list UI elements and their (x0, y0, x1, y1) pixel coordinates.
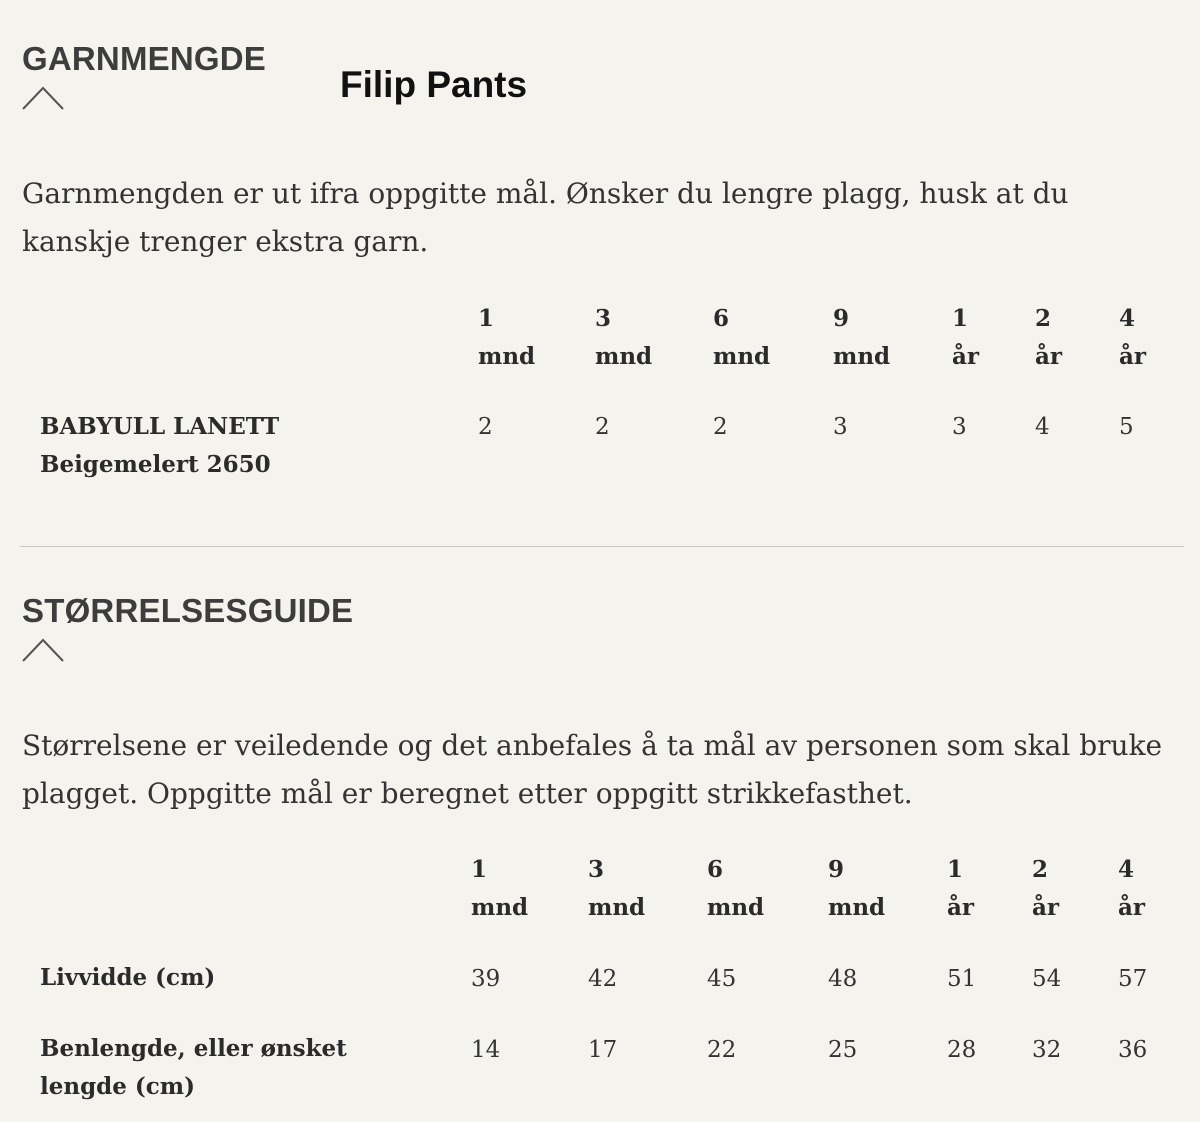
size-header: 1 år (947, 856, 975, 921)
size-header: 2 år (1032, 856, 1060, 921)
size-header: 3 mnd (595, 305, 653, 370)
sizeguide-intro-text: Størrelsene er veiledende og det anbefales å ta mål av personen som skal bruke plagget. Oppgitte mål er beregnet etter oppgitt strikkefasthet. (22, 729, 1163, 810)
table-cell: 51 (947, 966, 977, 992)
size-header: 4 år (1118, 856, 1146, 921)
table-cell: 3 (952, 414, 967, 440)
size-header: 1 mnd (478, 305, 536, 370)
yarn-name-label: BABYULL LANETT Beigemelert 2650 (40, 413, 280, 478)
table-cell: 36 (1118, 1037, 1148, 1063)
table-cell: 54 (1032, 966, 1062, 992)
table-cell: 2 (713, 414, 728, 440)
table-cell: 57 (1118, 966, 1148, 992)
measurement-label: Livvidde (cm) (40, 964, 216, 991)
table-cell: 48 (828, 966, 858, 992)
table-cell: 45 (707, 966, 737, 992)
table-cell: 32 (1032, 1037, 1062, 1063)
size-header: 6 mnd (707, 856, 765, 921)
table-cell: 28 (947, 1037, 977, 1063)
size-header: 9 mnd (833, 305, 891, 370)
chevron-up-icon[interactable] (21, 637, 65, 663)
table-cell: 42 (588, 966, 618, 992)
size-header: 1 mnd (471, 856, 529, 921)
table-cell: 25 (828, 1037, 858, 1063)
sizeguide-section-title[interactable]: STØRRELSESGUIDE (22, 592, 354, 629)
size-header: 1 år (952, 305, 980, 370)
table-cell: 4 (1035, 414, 1050, 440)
yarn-section-title[interactable]: GARNMENGDE (22, 40, 267, 77)
yarn-intro-text: Garnmengden er ut ifra oppgitte mål. Ønsker du lengre plagg, husk at du kanskje trenger ekstra garn. (22, 177, 1069, 258)
size-header: 3 mnd (588, 856, 646, 921)
table-cell: 39 (471, 966, 501, 992)
size-header: 6 mnd (713, 305, 771, 370)
chevron-up-icon[interactable] (21, 85, 65, 111)
size-header: 4 år (1119, 305, 1147, 370)
table-cell: 2 (478, 414, 493, 440)
product-title: Filip Pants (340, 64, 528, 105)
table-cell: 17 (588, 1037, 618, 1063)
table-cell: 14 (471, 1037, 501, 1063)
table-cell: 22 (707, 1037, 737, 1063)
size-header: 9 mnd (828, 856, 886, 921)
measurement-label: Benlengde, eller ønsket lengde (cm) (40, 1035, 347, 1100)
section-divider (20, 546, 1184, 547)
size-header: 2 år (1035, 305, 1063, 370)
table-cell: 2 (595, 414, 610, 440)
table-cell: 5 (1119, 414, 1134, 440)
table-cell: 3 (833, 414, 848, 440)
